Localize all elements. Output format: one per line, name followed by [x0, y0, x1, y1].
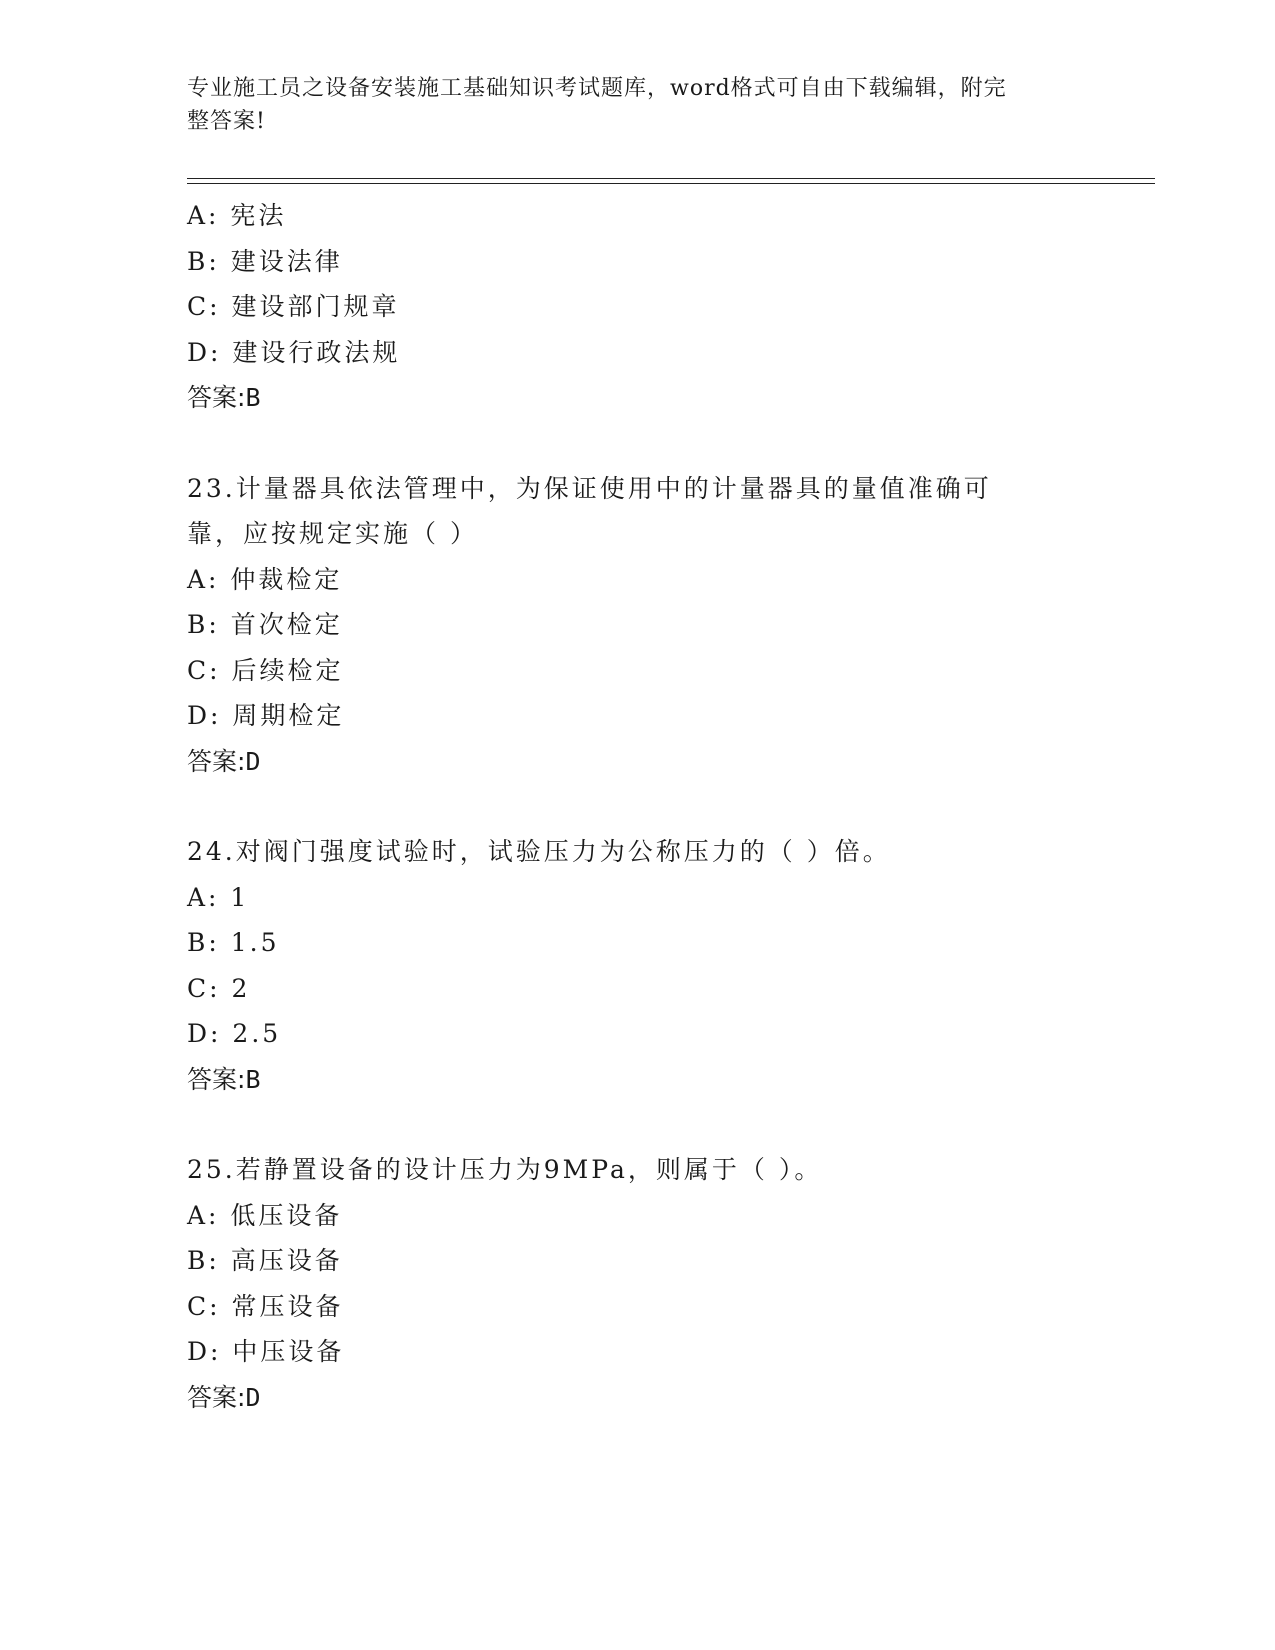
option-c: C: 2: [187, 973, 251, 1003]
option-a: A: 1: [187, 882, 250, 912]
question-list: [187, 193, 1147, 1420]
answer-value: B: [245, 383, 261, 412]
answer-line: [187, 1057, 1147, 1103]
option-b: B: 高压设备: [187, 1246, 343, 1275]
option-c: C: 建设部门规章: [187, 292, 400, 321]
answer-label: 答案:: [187, 1382, 246, 1412]
question-block: [187, 193, 1147, 421]
option-d: D: 周期检定: [187, 701, 345, 730]
question-stem: 25.若静置设备的设计压力为9MPa，则属于（ ）。: [187, 1155, 823, 1184]
option-b: B: 1.5: [187, 928, 280, 957]
answer-label: 答案:: [187, 746, 246, 776]
header-title-line-2: 整答案!: [187, 109, 266, 134]
question-stem: 23.计量器具依法管理中，为保证使用中的计量器具的量值准确可靠，应按规定实施（ ）: [187, 473, 992, 548]
answer-value: D: [245, 1382, 261, 1412]
header-divider-bottom: [187, 183, 1155, 184]
option-b: B: 建设法律: [187, 246, 343, 276]
answer-line: [187, 375, 1147, 421]
answer-label: 答案:: [187, 1064, 246, 1094]
option-d: D: 建设行政法规: [187, 337, 401, 367]
option-a: A: 仲裁检定: [187, 564, 343, 594]
header-title-line-1: 专业施工员之设备安装施工基础知识考试题库，word格式可自由下载编辑，附完: [187, 76, 1007, 101]
answer-line: [187, 1375, 1147, 1421]
document-header: [187, 72, 1087, 138]
option-c: C: 后续检定: [187, 655, 344, 685]
option-b: B: 首次检定: [187, 610, 343, 639]
answer-label: 答案:: [187, 383, 246, 412]
question-stem: 24.对阀门强度试验时，试验压力为公称压力的（ ）倍。: [187, 837, 891, 866]
answer-value: B: [245, 1064, 261, 1094]
option-d: D: 中压设备: [187, 1337, 345, 1366]
question-block: [187, 1147, 1147, 1420]
header-divider-top: [187, 178, 1155, 179]
option-d: D: 2.5: [187, 1019, 282, 1048]
answer-line: [187, 739, 1147, 785]
answer-value: D: [245, 746, 261, 776]
question-block: [187, 829, 1147, 1102]
question-block: [187, 466, 1147, 785]
option-a: A: 宪法: [187, 201, 287, 230]
option-c: C: 常压设备: [187, 1291, 344, 1321]
option-a: A: 低压设备: [187, 1200, 343, 1230]
